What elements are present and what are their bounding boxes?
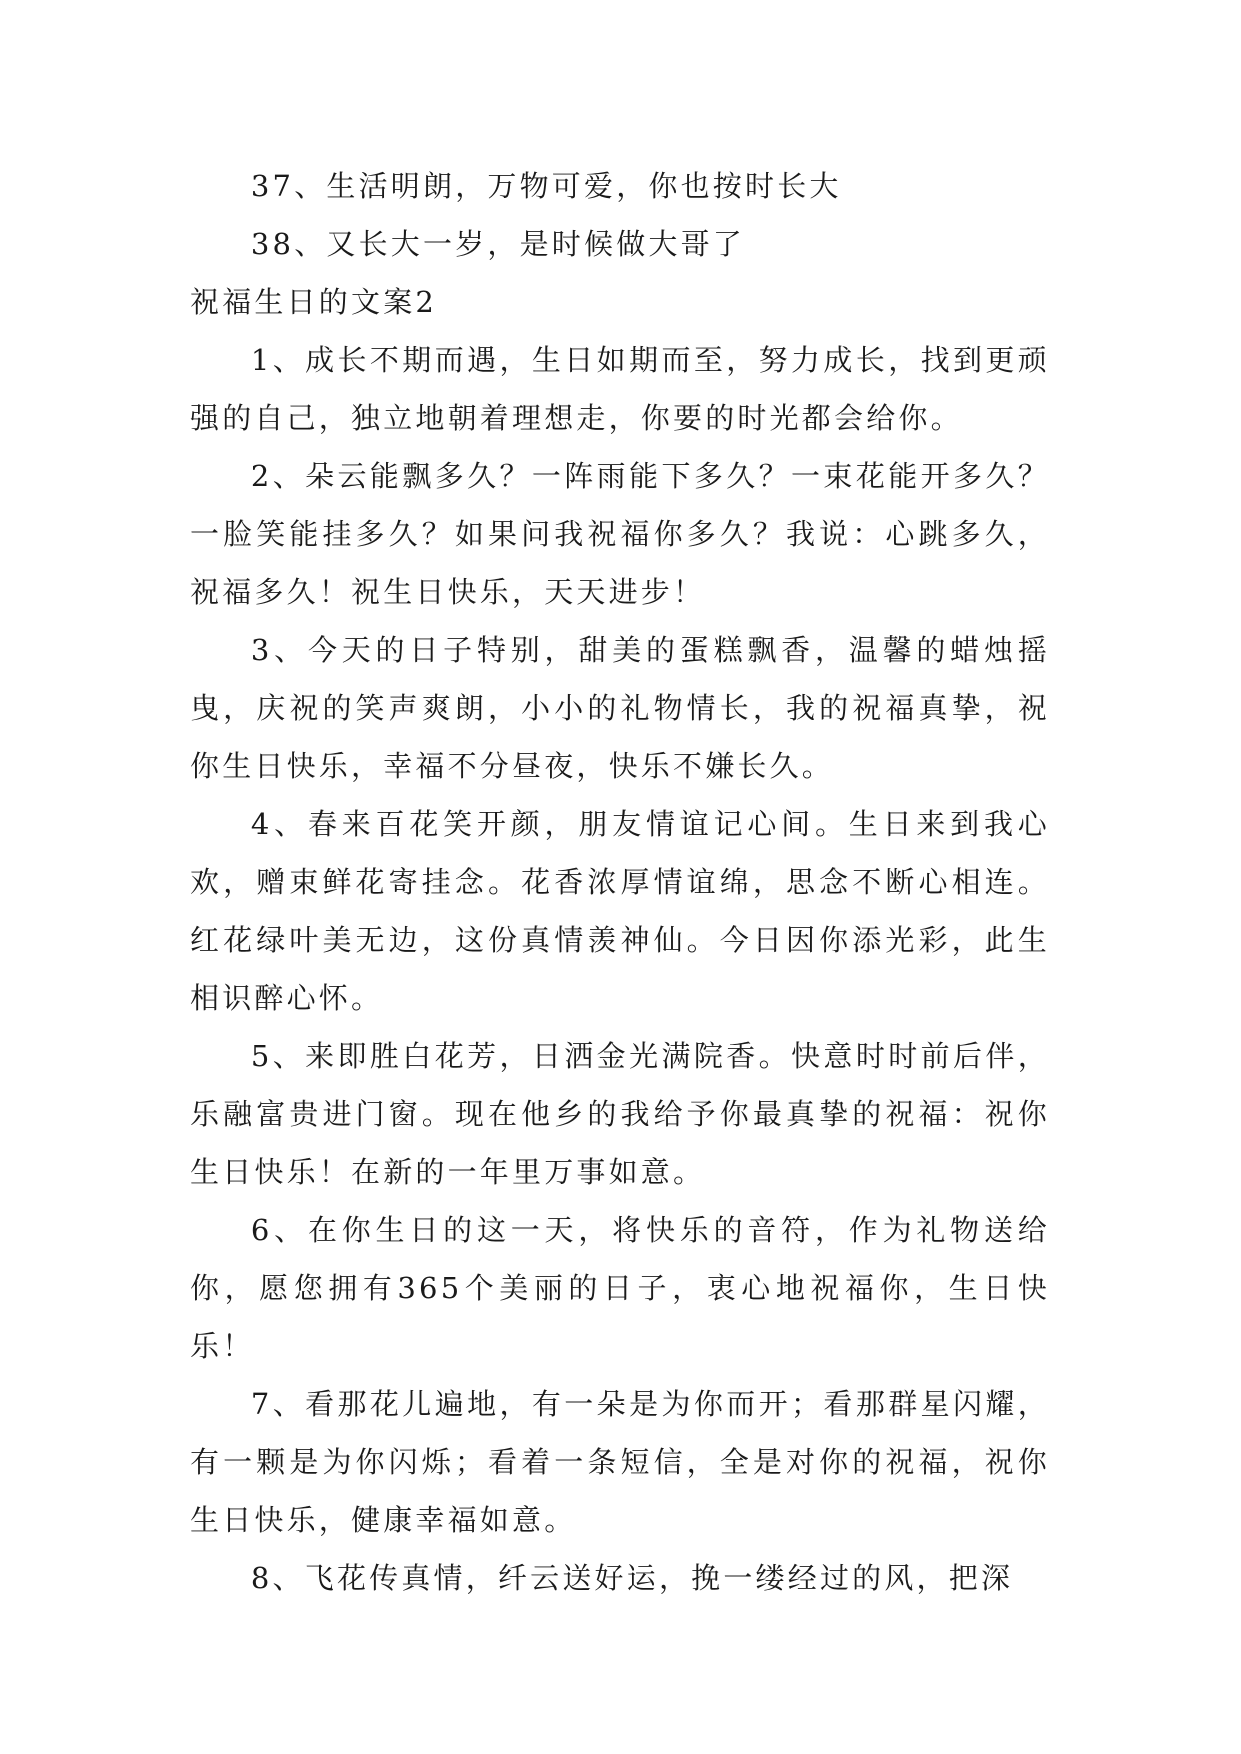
paragraph-item-7: 7、看那花儿遍地，有一朵是为你而开；看那群星闪耀，有一颗是为你闪烁；看着一条短信，全是对你的祝福，祝你生日快乐，健康幸福如意。: [190, 1387, 1050, 1537]
paragraph-38: 38、又长大一岁，是时候做大哥了: [250, 227, 745, 261]
paragraph-37: 37、生活明朗，万物可爱，你也按时长大: [250, 169, 842, 203]
paragraph-item-5: 5、来即胜白花芳，日洒金光满院香。快意时时前后伴，乐融富贵进门窗。现在他乡的我给予你最真挚的祝福：祝你生日快乐！在新的一年里万事如意。: [190, 1039, 1050, 1189]
section-title: 祝福生日的文案2: [190, 285, 438, 319]
paragraph-item-4: 4、春来百花笑开颜，朋友情谊记心间。生日来到我心欢，赠束鲜花寄挂念。花香浓厚情谊绵，思念不断心相连。红花绿叶美无边，这份真情羡神仙。今日因你添光彩，此生相识醉心怀。: [190, 807, 1050, 1015]
paragraph-item-8: 8、飞花传真情，纤云送好运，挽一缕经过的风，把深: [250, 1561, 1014, 1595]
paragraph-item-3: 3、今天的日子特别，甜美的蛋糕飘香，温馨的蜡烛摇曳，庆祝的笑声爽朗，小小的礼物情长，我的祝福真挚，祝你生日快乐，幸福不分昼夜，快乐不嫌长久。: [190, 633, 1050, 783]
document-body: [190, 157, 1050, 1607]
paragraph-item-2: 2、朵云能飘多久？一阵雨能下多久？一束花能开多久？一脸笑能挂多久？如果问我祝福你多久？我说：心跳多久，祝福多久！祝生日快乐，天天进步！: [190, 459, 1050, 609]
paragraph-item-6: 6、在你生日的这一天，将快乐的音符，作为礼物送给你，愿您拥有365个美丽的日子，衷心地祝福你，生日快乐！: [190, 1213, 1050, 1363]
paragraph-item-1: 1、成长不期而遇，生日如期而至，努力成长，找到更顽强的自己，独立地朝着理想走，你要的时光都会给你。: [190, 343, 1050, 435]
